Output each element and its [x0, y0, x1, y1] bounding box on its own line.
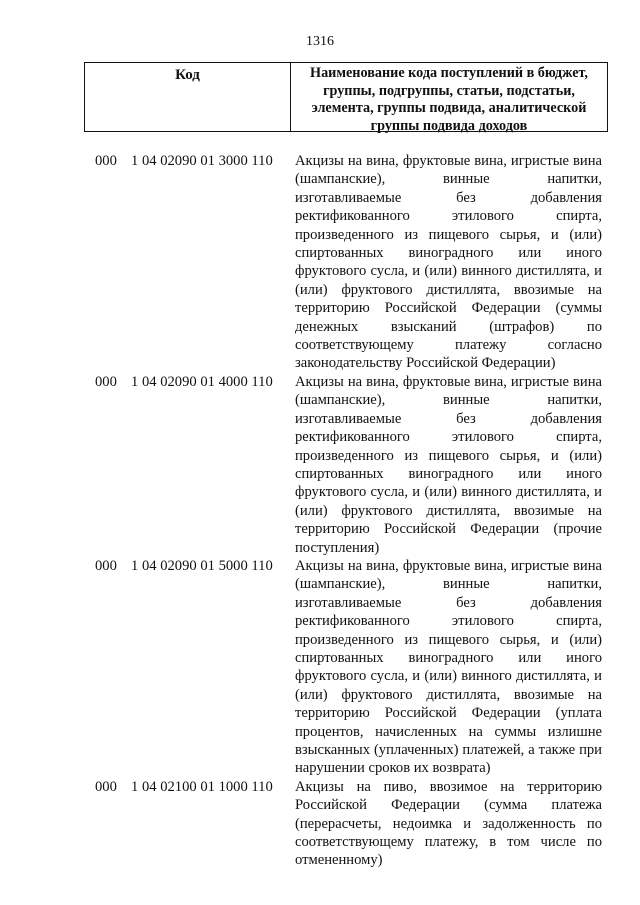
income-code: 1 04 02090 01 5000 110: [131, 557, 273, 574]
income-code: 1 04 02090 01 3000 110: [131, 153, 273, 169]
admin-code: 000: [95, 373, 117, 390]
table-row: [0, 778, 640, 870]
admin-code: 000: [95, 557, 117, 574]
income-code: 1 04 02090 01 4000 110: [131, 373, 273, 390]
income-description: Акцизы на вина, фруктовые вина, игристые вина (шампанские), винные напитки, изготавливаемые без добавления ректификованного этилового спирта, произведенного из пищевого сырья, и (или) спиртованных виноградного или иного фруктового сусла, и (или) винного дистиллята, и (или) фруктового дистиллята, ввозимые на территорию Российской Федерации (уплата процентов, начисленных на суммы излишне взысканных (уплаченных) платежей, а также при нарушении сроков их возврата): [295, 557, 602, 777]
income-description: Акцизы на пиво, ввозимое на территорию Российской Федерации (сумма платежа (перерасчеты, недоимка и задолженность по соответствующему платежу, в том числе по отмененному): [295, 778, 602, 869]
table-row: [0, 557, 640, 778]
page-number: 1316: [306, 34, 334, 49]
income-description: Акцизы на вина, фруктовые вина, игристые вина (шампанские), винные напитки, изготавливаемые без добавления ректификованного этилового спирта, произведенного из пищевого сырья, и (или) спиртованных виноградного или иного фруктового сусла, и (или) винного дистиллята, и (или) фруктового дистиллята, ввозимые на территорию Российской Федерации (суммы денежных взысканий (штрафов) по соответствующему платежу согласно законодательству Российской Федерации): [295, 153, 602, 372]
table-header: [84, 62, 608, 132]
header-code-column: Код: [85, 63, 291, 131]
table-body: [0, 152, 640, 870]
admin-code: 000: [95, 153, 117, 169]
header-name-column: Наименование кода поступлений в бюджет, группы, подгруппы, статьи, подстатьи, элемента, группы подвида, аналитической группы подвида доходов: [310, 65, 588, 134]
income-description: Акцизы на вина, фруктовые вина, игристые вина (шампанские), винные напитки, изготавливаемые без добавления ректификованного этилового спирта, произведенного из пищевого сырья, и (или) спиртованных виноградного или иного фруктового сусла, и (или) винного дистиллята, и (или) фруктового дистиллята, ввозимые на территорию Российской Федерации (прочие поступления): [295, 373, 602, 556]
table-row: [0, 373, 640, 557]
table-row: [0, 152, 640, 373]
income-code: 1 04 02100 01 1000 110: [131, 778, 273, 795]
admin-code: 000: [95, 778, 117, 795]
